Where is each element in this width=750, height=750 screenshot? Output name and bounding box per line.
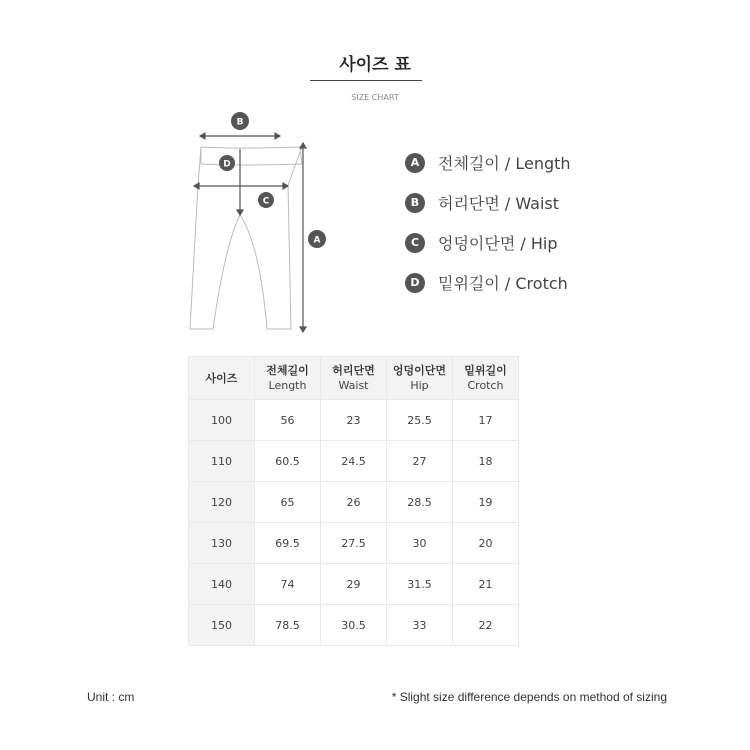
header-hip: 엉덩이단면 Hip (387, 357, 453, 400)
value-cell: 56 (255, 400, 321, 441)
marker-c: C (262, 196, 270, 207)
legend-length (405, 151, 571, 174)
value-cell: 30 (387, 523, 453, 564)
value-cell: 74 (255, 564, 321, 605)
size-cell: 130 (189, 523, 255, 564)
legend-label: 허리단면 / Waist (438, 194, 560, 213)
table-row (189, 400, 519, 441)
value-cell: 21 (453, 564, 519, 605)
table-row (189, 482, 519, 523)
value-cell: 33 (387, 605, 453, 646)
legend-label: 밑위길이 / Crotch (438, 274, 568, 293)
table-row (189, 523, 519, 564)
legend-label: 엉덩이단면 / Hip (438, 234, 558, 253)
pants-diagram (180, 105, 330, 335)
table-header-row (189, 357, 519, 400)
value-cell: 29 (321, 564, 387, 605)
header-length: 전체길이 Length (255, 357, 321, 400)
badge-a-icon: A (405, 153, 425, 173)
size-cell: 140 (189, 564, 255, 605)
header-size: 사이즈 (189, 357, 255, 400)
size-cell: 110 (189, 441, 255, 482)
value-cell: 17 (453, 400, 519, 441)
page-subtitle: SIZE CHART (351, 93, 399, 102)
value-cell: 27 (387, 441, 453, 482)
value-cell: 27.5 (321, 523, 387, 564)
marker-d: D (223, 159, 231, 170)
value-cell: 20 (453, 523, 519, 564)
marker-a: A (313, 235, 321, 246)
header-crotch: 밑위길이 Crotch (453, 357, 519, 400)
value-cell: 60.5 (255, 441, 321, 482)
value-cell: 69.5 (255, 523, 321, 564)
header-waist: 허리단면 Waist (321, 357, 387, 400)
badge-d-icon: D (405, 273, 425, 293)
value-cell: 31.5 (387, 564, 453, 605)
value-cell: 18 (453, 441, 519, 482)
title-divider (310, 80, 422, 81)
value-cell: 25.5 (387, 400, 453, 441)
value-cell: 22 (453, 605, 519, 646)
value-cell: 23 (321, 400, 387, 441)
page-title: 사이즈 표 (339, 55, 411, 75)
unit-label: Unit : cm (87, 690, 135, 704)
table-row (189, 564, 519, 605)
legend-hip (405, 231, 557, 254)
value-cell: 65 (255, 482, 321, 523)
value-cell: 24.5 (321, 441, 387, 482)
value-cell: 28.5 (387, 482, 453, 523)
table-row (189, 605, 519, 646)
legend-crotch (405, 271, 568, 294)
badge-b-icon: B (405, 193, 425, 213)
value-cell: 78.5 (255, 605, 321, 646)
waistband (201, 147, 302, 165)
size-cell: 150 (189, 605, 255, 646)
sizing-note: * Slight size difference depends on method of sizing (391, 690, 667, 704)
size-cell: 120 (189, 482, 255, 523)
size-cell: 100 (189, 400, 255, 441)
value-cell: 26 (321, 482, 387, 523)
legend-waist (405, 191, 559, 214)
badge-c-icon: C (405, 233, 425, 253)
marker-b: B (236, 117, 244, 128)
size-table (188, 356, 519, 646)
legend-label: 전체길이 / Length (438, 154, 571, 173)
value-cell: 30.5 (321, 605, 387, 646)
value-cell: 19 (453, 482, 519, 523)
table-row (189, 441, 519, 482)
